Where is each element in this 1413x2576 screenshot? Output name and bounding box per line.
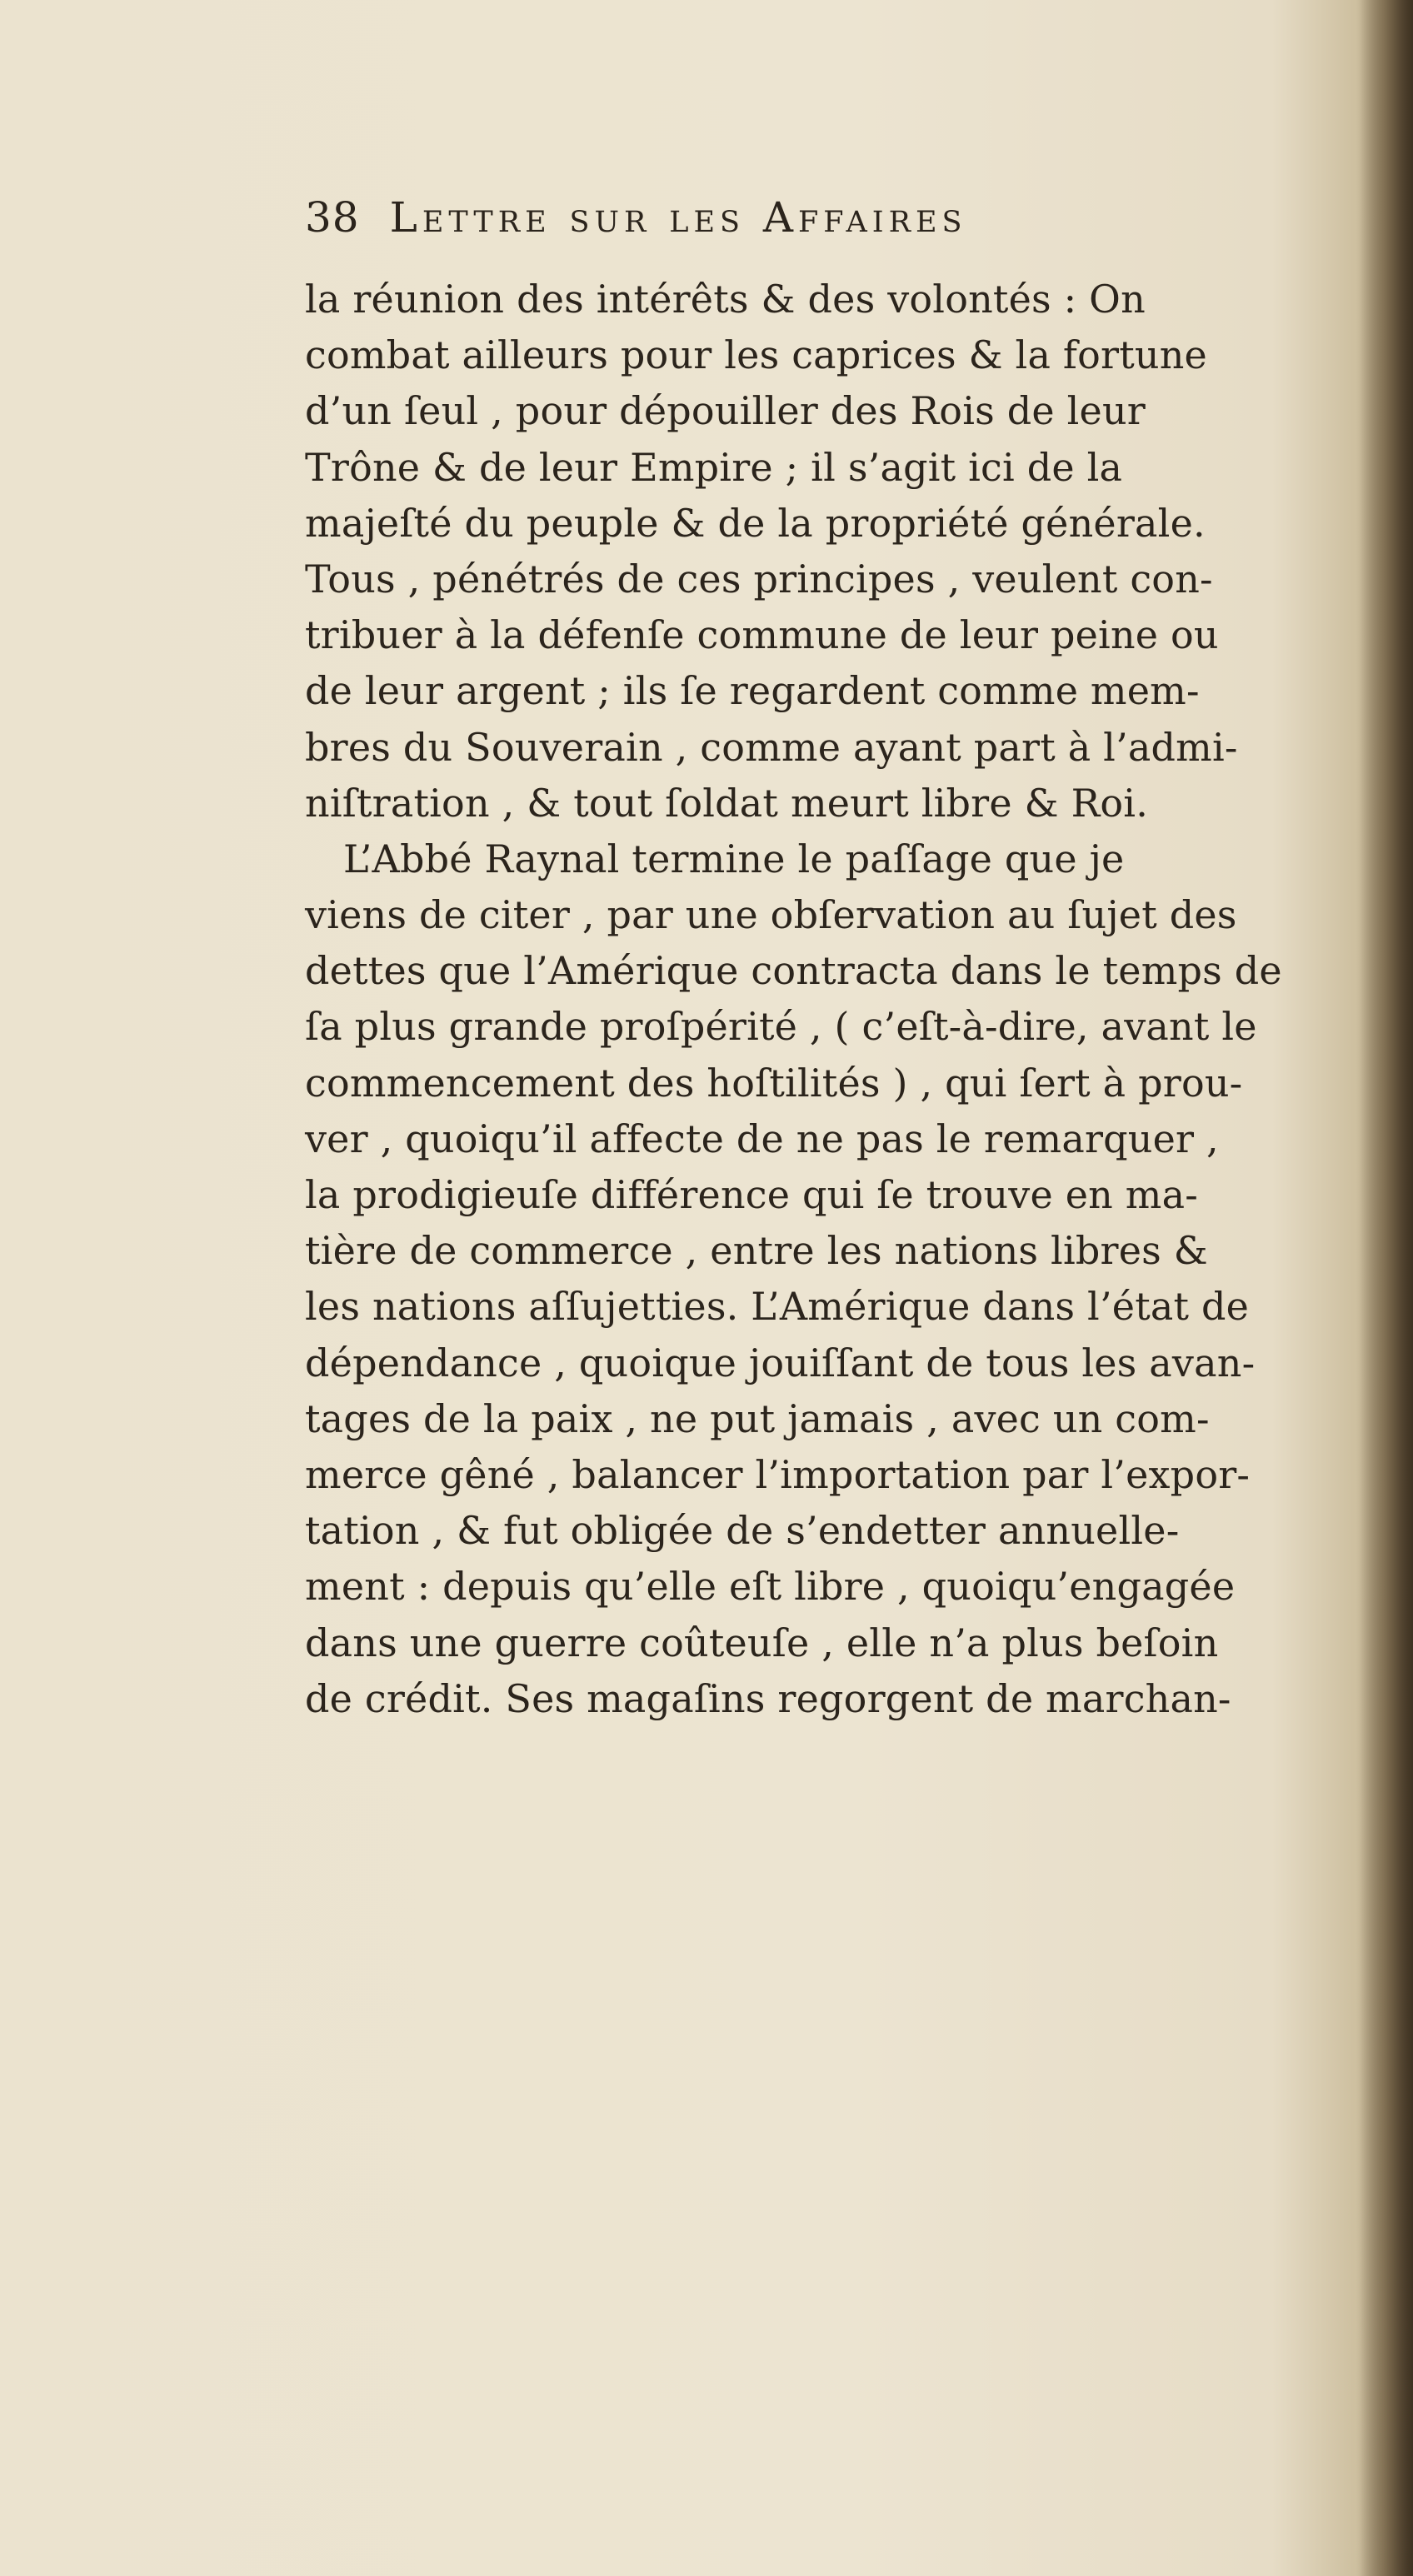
- text-block: [305, 193, 1321, 1727]
- paragraph-start-line: L’Abbé Raynal termine le paſſage que je: [343, 836, 1125, 881]
- text-line: Tous , pénétrés de ces principes , veulent con-: [305, 556, 1213, 602]
- text-line: d’un ſeul , pour dépouiller des Rois de leur: [305, 388, 1146, 434]
- text-line: la réunion des intérêts & des volontés : On: [305, 277, 1146, 322]
- text-line: merce gêné , balancer l’importation par l’expor-: [305, 1451, 1251, 1497]
- text-line: tages de la paix , ne put jamais , avec un com-: [305, 1395, 1210, 1441]
- text-line: majeſté du peuple & de la propriété générale.: [305, 500, 1206, 546]
- text-line: tribuer à la défenſe commune de leur peine ou: [305, 612, 1219, 658]
- page-gutter-shadow: [1360, 0, 1413, 2576]
- text-line: tation , & fut obligée de s’endetter annuelle-: [305, 1508, 1180, 1554]
- text-line: tière de commerce , entre les nations libres &: [305, 1228, 1208, 1274]
- text-line: de leur argent ; ils ſe regardent comme mem-: [305, 668, 1200, 714]
- text-line: de crédit. Ses magaſins regorgent de marchan-: [305, 1675, 1231, 1721]
- text-line: la prodigieuſe différence qui ſe trouve en ma-: [305, 1172, 1198, 1217]
- running-head: [305, 193, 1321, 272]
- text-line: niſtration , & tout ſoldat meurt libre & Roi.: [305, 780, 1149, 826]
- text-line: dans une guerre coûteuſe , elle n’a plus beſoin: [305, 1620, 1219, 1665]
- text-line: les nations aſſujetties. L’Amérique dans l’état de: [305, 1284, 1250, 1330]
- text-line: dettes que l’Amérique contracta dans le temps de: [305, 948, 1282, 994]
- text-line: ver , quoiqu’il affecte de ne pas le remarquer ,: [305, 1116, 1219, 1161]
- running-title: Lettre sur les Affaires: [389, 193, 967, 242]
- page-number: 38: [305, 193, 360, 242]
- text-line: viens de citer , par une obſervation au ſujet des: [305, 892, 1237, 938]
- text-line: commencement des hoſtilités ) , qui ſert à prou-: [305, 1060, 1243, 1106]
- text-line: combat ailleurs pour les caprices & la fortune: [305, 332, 1207, 378]
- text-line: ment : depuis qu’elle eſt libre , quoiqu’engagée: [305, 1564, 1236, 1610]
- text-line: bres du Souverain , comme ayant part à l’admi-: [305, 724, 1238, 770]
- text-line: ſa plus grande proſpérité , ( c’eſt-à-dire, avant le: [305, 1004, 1257, 1050]
- text-line: Trône & de leur Empire ; il s’agit ici de la: [305, 444, 1123, 490]
- text-line: dépendance , quoique jouiſſant de tous les avan-: [305, 1340, 1256, 1385]
